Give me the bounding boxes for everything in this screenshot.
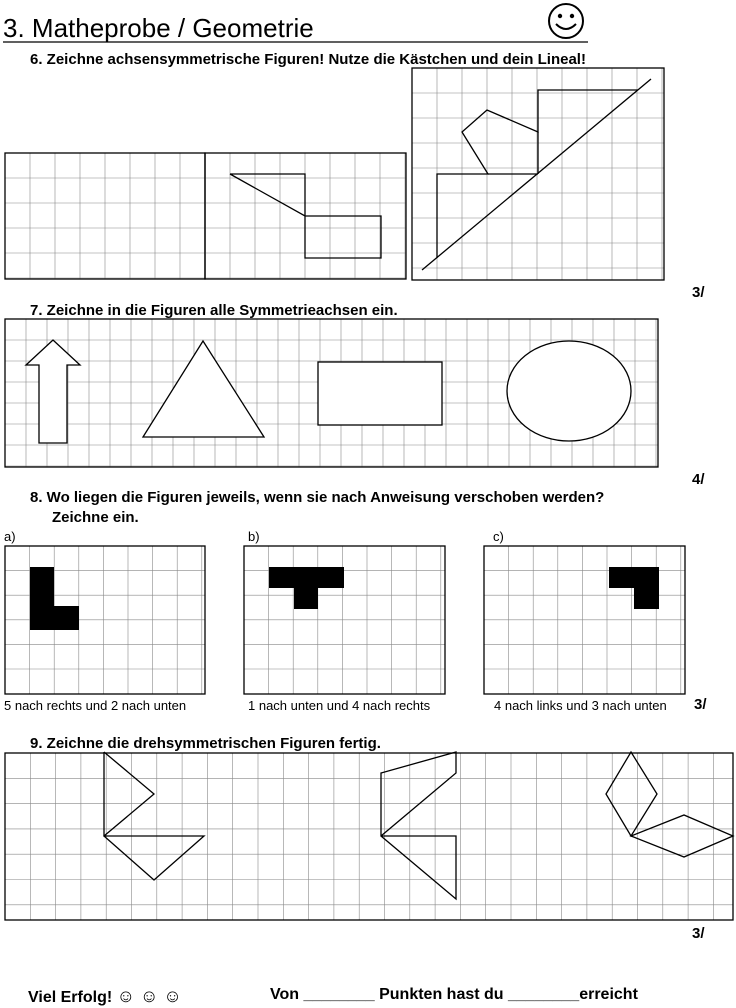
task9-figure-left	[104, 752, 204, 880]
task7-points: 4/	[692, 471, 705, 488]
task8-part-a-instruction: 5 nach rechts und 2 nach unten	[4, 698, 187, 713]
task6-instruction: 6. Zeichne achsensymmetrische Figuren! Nutze die Kästchen und dein Lineal!	[30, 51, 586, 68]
task8-part-c-letter: c)	[493, 529, 504, 544]
task8-part-a-letter: a)	[4, 529, 16, 544]
task9-figure-right-diamond-side	[631, 815, 733, 857]
page-title: 3. Matheprobe / Geometrie	[3, 13, 314, 43]
task8-instruction-line1: 8. Wo liegen die Figuren jeweils, wenn sie nach Anweisung verschoben werden?	[30, 489, 605, 506]
task8-part-b-letter: b)	[248, 529, 260, 544]
task6-points: 3/	[692, 284, 705, 301]
task8-points: 3/	[694, 696, 707, 713]
footer-points-summary: Von ________ Punkten hast du ________erreicht	[270, 986, 638, 1003]
task9-instruction: 9. Zeichne die drehsymmetrischen Figuren fertig.	[30, 735, 381, 752]
smiley-icons: ☺ ☺ ☺	[116, 986, 182, 1006]
task7-instruction: 7. Zeichne in die Figuren alle Symmetrieachsen ein.	[30, 302, 398, 319]
task8-part-b-instruction: 1 nach unten und 4 nach rechts	[248, 698, 431, 713]
task9-figure-middle	[381, 752, 456, 899]
footer-good-luck	[28, 986, 182, 1007]
task9-figure-right-diamond-top	[606, 752, 657, 836]
task9-points: 3/	[692, 925, 705, 942]
good-luck-text: Viel Erfolg!	[28, 989, 113, 1006]
task8-instruction-line2: Zeichne ein.	[52, 509, 139, 526]
task8-part-c-instruction: 4 nach links und 3 nach unten	[494, 698, 667, 713]
